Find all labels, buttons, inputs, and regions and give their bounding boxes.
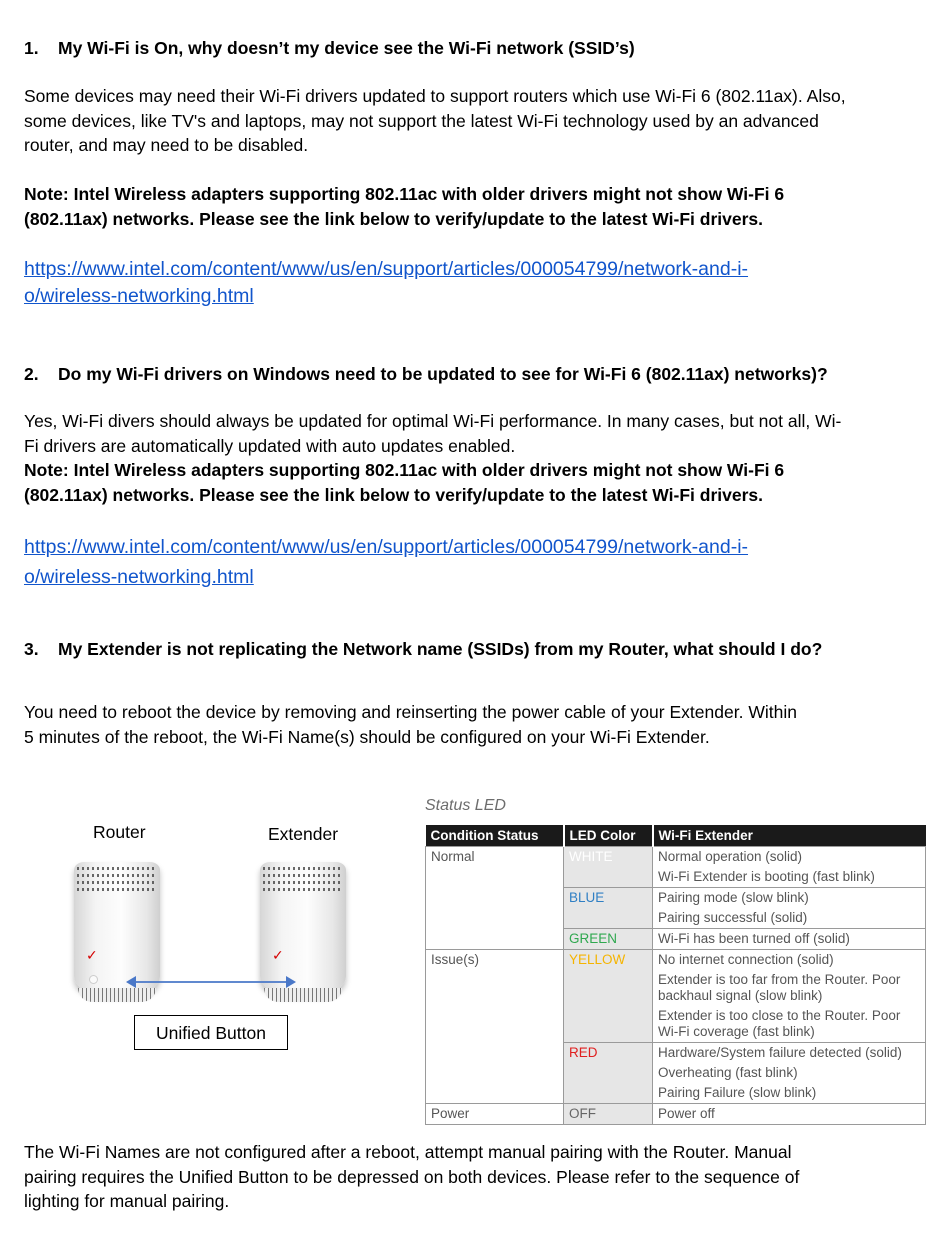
- led-color-cell: RED: [564, 1043, 653, 1104]
- intel-driver-link-1[interactable]: https://www.intel.com/content/www/us/en/support/articles/000054799/network-and-i-o/wireless-networking.html: [24, 258, 749, 307]
- header-led-color: LED Color: [564, 825, 653, 847]
- description-line: Overheating (fast blink): [658, 1065, 798, 1080]
- condition-status-cell: Power: [426, 1104, 564, 1125]
- header-condition-status: Condition Status: [426, 825, 564, 847]
- status-led-table: [425, 825, 926, 1125]
- extender-description-cell: [653, 1043, 926, 1104]
- description-line: Extender is too close to the Router. Poor Wi-Fi coverage (fast blink): [658, 1008, 901, 1039]
- led-color-cell: OFF: [564, 1104, 653, 1125]
- question-3-number: 3.: [24, 639, 39, 659]
- led-color-cell: BLUE: [564, 888, 653, 929]
- condition-status-cell: Issue(s): [426, 950, 564, 1104]
- extender-description-cell: [653, 929, 926, 950]
- extender-label: Extender: [268, 824, 339, 844]
- extender-description-cell: [653, 847, 926, 888]
- question-2-number: 2.: [24, 364, 39, 384]
- answer-2: Yes, Wi-Fi divers should always be updated for optimal Wi-Fi performance. In many cases, but not all, Wi-Fi drivers are automatically updated with auto updates enabled.: [24, 411, 842, 456]
- header-wifi-extender: Wi-Fi Extender: [653, 825, 926, 847]
- question-1-text: My Wi-Fi is On, why doesn’t my device see the Wi-Fi network (SSID’s): [58, 38, 635, 58]
- pairing-arrow-icon: [126, 972, 296, 992]
- intel-driver-link-2[interactable]: https://www.intel.com/content/www/us/en/support/articles/000054799/network-and-i-o/wireless-networking.html: [24, 536, 749, 588]
- question-1-number: 1.: [24, 38, 39, 58]
- condition-status-cell: Normal: [426, 847, 564, 950]
- question-2-text: Do my Wi-Fi drivers on Windows need to be updated to see for Wi-Fi 6 (802.11ax) networks)?: [58, 364, 828, 384]
- router-unified-button-icon: [89, 975, 98, 984]
- description-line: Pairing Failure (slow blink): [658, 1085, 817, 1100]
- extender-description-cell: [653, 888, 926, 929]
- answer-1: Some devices may need their Wi-Fi drivers updated to support routers which use Wi-Fi 6 (802.11ax). Also, some devices, like TV's and laptops, may not support the latest Wi-Fi technology used by an advanced router, and may need to be disabled.: [24, 86, 846, 155]
- description-line: Power off: [658, 1106, 715, 1121]
- note-1: Note: Intel Wireless adapters supporting 802.11ac with older drivers might not show Wi-Fi 6 (802.11ax) networks. Please see the link below to verify/update to the latest Wi-Fi drivers.: [24, 184, 785, 229]
- extender-description-cell: [653, 950, 926, 1043]
- question-2: [24, 362, 904, 387]
- table-row: [426, 950, 926, 1043]
- table-header-row: [426, 825, 926, 847]
- description-line: Pairing mode (slow blink): [658, 890, 809, 905]
- description-line: Pairing successful (solid): [658, 910, 808, 925]
- led-color-cell: GREEN: [564, 929, 653, 950]
- router-label: Router: [93, 822, 146, 842]
- question-3: [24, 637, 904, 662]
- unified-button-label: Unified Button: [134, 1015, 288, 1050]
- led-color-cell: WHITE: [564, 847, 653, 888]
- description-line: Extender is too far from the Router. Poor backhaul signal (slow blink): [658, 972, 901, 1003]
- followup-paragraph: The Wi-Fi Names are not configured after a reboot, attempt manual pairing with the Router. Manual pairing requires the Unified Button to be depressed on both devices. Please refer to the sequence of lighting for manual pairing.: [24, 1142, 800, 1211]
- extender-description-cell: [653, 1104, 926, 1125]
- router-extender-diagram: [60, 815, 370, 1060]
- description-line: Hardware/System failure detected (solid): [658, 1045, 902, 1060]
- table-row: [426, 1104, 926, 1125]
- question-1: [24, 36, 864, 61]
- led-color-cell: YELLOW: [564, 950, 653, 1043]
- table-row: [426, 847, 926, 888]
- answer-3: You need to reboot the device by removing and reinserting the power cable of your Extender. Within 5 minutes of the reboot, the Wi-Fi Name(s) should be configured on your Wi-Fi Extender.: [24, 702, 797, 747]
- note-2: Note: Intel Wireless adapters supporting 802.11ac with older drivers might not show Wi-Fi 6 (802.11ax) networks. Please see the link below to verify/update to the latest Wi-Fi drivers.: [24, 460, 785, 505]
- description-line: Wi-Fi Extender is booting (fast blink): [658, 869, 875, 884]
- description-line: Normal operation (solid): [658, 849, 803, 864]
- extender-check-icon: ✓: [272, 948, 284, 964]
- router-check-icon: ✓: [86, 948, 98, 964]
- description-line: Wi-Fi has been turned off (solid): [658, 931, 850, 946]
- status-led-title: Status LED: [425, 797, 506, 814]
- question-3-text: My Extender is not replicating the Network name (SSIDs) from my Router, what should I do?: [58, 639, 823, 659]
- description-line: No internet connection (solid): [658, 952, 834, 967]
